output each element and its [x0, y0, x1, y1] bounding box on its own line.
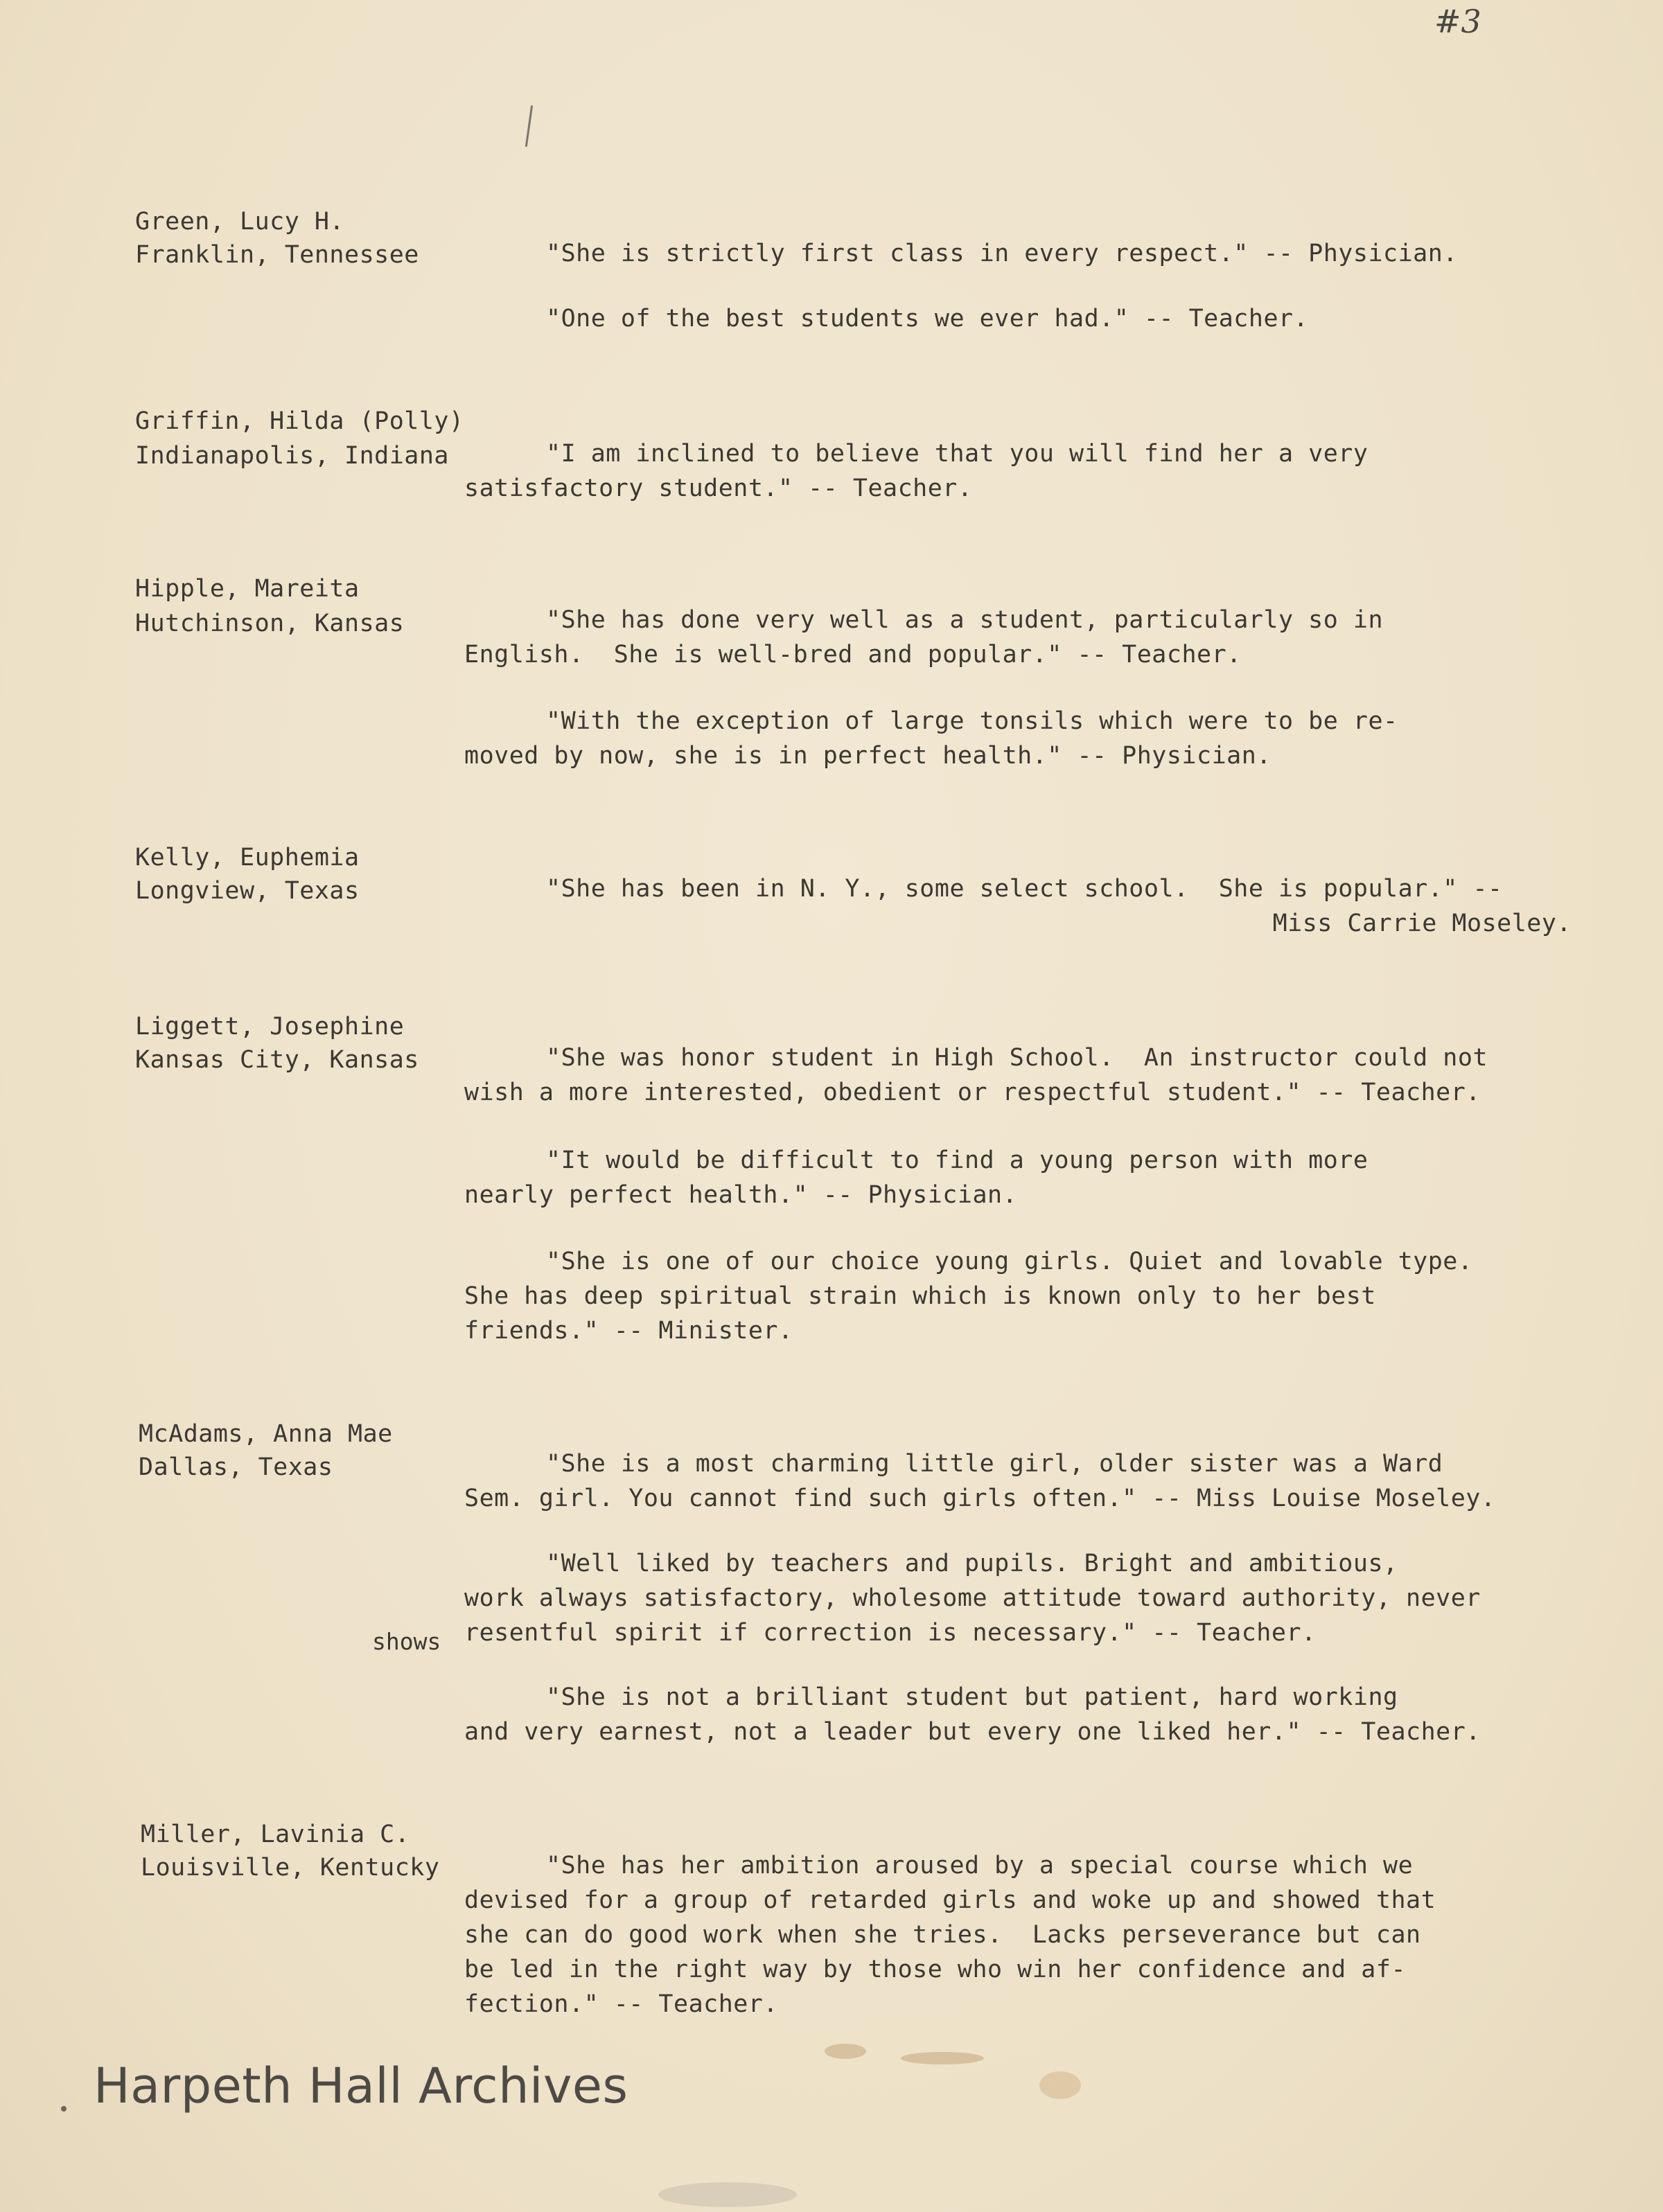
student-name: McAdams, Anna Mae	[139, 1420, 393, 1448]
reference-quote	[464, 603, 1587, 672]
paper-stain	[658, 2182, 797, 2207]
quote-line: "She has done very well as a student, particularly so in	[546, 606, 1384, 634]
student-hometown: Franklin, Tennessee	[135, 241, 419, 269]
quote-line: moved by now, she is in perfect health." -- Physician.	[464, 742, 1272, 770]
quote-line: Miss Carrie Moseley.	[1272, 910, 1572, 937]
quote-line: fection." -- Teacher.	[464, 1990, 779, 2018]
student-name: Liggett, Josephine	[135, 1013, 405, 1041]
quote-line: Sem. girl. You cannot find such girls often." -- Miss Louise Moseley.	[464, 1485, 1496, 1512]
quote-line: she can do good work when she tries. Lacks perseverance but can	[464, 1921, 1421, 1949]
page-number: #3	[1434, 3, 1481, 40]
pencil-mark	[525, 105, 533, 147]
reference-quote	[464, 1041, 1587, 1110]
student-hometown: Hutchinson, Kansas	[135, 610, 405, 637]
margin-insertion-note: shows	[372, 1628, 441, 1655]
reference-quote	[464, 436, 1587, 506]
student-hometown: Dallas, Texas	[139, 1453, 333, 1481]
quote-line: and very earnest, not a leader but every one liked her." -- Teacher.	[464, 1718, 1481, 1746]
quote-line: "She is a most charming little girl, older sister was a Ward	[546, 1450, 1443, 1478]
quote-line: resentful spirit if correction is necessary." -- Teacher.	[464, 1619, 1317, 1647]
quote-line: be led in the right way by those who win her confidence and af-	[464, 1956, 1407, 1983]
student-name: Hipple, Mareita	[135, 575, 360, 603]
quote-line: friends." -- Minister.	[464, 1317, 793, 1345]
quote-line: satisfactory student." -- Teacher.	[464, 475, 973, 502]
reference-quote	[464, 1446, 1587, 1516]
quote-line: "She is one of our choice young girls. Quiet and lovable type.	[546, 1248, 1473, 1275]
reference-quote	[464, 871, 1587, 941]
quote-line: "She is not a brilliant student but patient, hard working	[546, 1683, 1398, 1711]
quote-line: wish a more interested, obedient or respectful student." -- Teacher.	[464, 1079, 1481, 1106]
quote-line: "She has her ambition aroused by a special course which we	[546, 1852, 1414, 1879]
watermark-dot	[61, 2106, 67, 2112]
reference-quote	[464, 1143, 1587, 1212]
reference-quote	[464, 1848, 1587, 2021]
paper-stain	[901, 2052, 984, 2064]
student-name: Miller, Lavinia C.	[141, 1821, 410, 1848]
quote-line: "I am inclined to believe that you will find her a very	[546, 440, 1369, 468]
quote-line: "With the exception of large tonsils which were to be re-	[546, 707, 1398, 735]
reference-quote	[464, 1680, 1587, 1749]
quote-line: "She was honor student in High School. An instructor could not	[546, 1044, 1488, 1072]
archive-watermark: Harpeth Hall Archives	[94, 2058, 628, 2114]
quote-line: "She has been in N. Y., some select school. She is popular." --	[546, 875, 1503, 903]
reference-quote	[464, 301, 1587, 336]
student-hometown: Longview, Texas	[135, 877, 360, 905]
student-name: Kelly, Euphemia	[135, 844, 360, 871]
reference-quote	[464, 236, 1587, 271]
student-hometown: Louisville, Kentucky	[141, 1854, 440, 1882]
quote-line: She has deep spiritual strain which is known only to her best	[464, 1282, 1376, 1310]
quote-line: "Well liked by teachers and pupils. Bright and ambitious,	[546, 1550, 1398, 1577]
student-hometown: Kansas City, Kansas	[135, 1046, 419, 1074]
quote-line: devised for a group of retarded girls and woke up and showed that	[464, 1886, 1436, 1914]
quote-line: nearly perfect health." -- Physician.	[464, 1181, 1018, 1209]
reference-quote	[464, 1546, 1587, 1650]
student-hometown: Indianapolis, Indiana	[135, 442, 450, 470]
paper-stain	[1039, 2071, 1081, 2099]
quote-line: work always satisfactory, wholesome attitude toward authority, never	[464, 1584, 1481, 1612]
reference-quote	[464, 704, 1587, 773]
quote-line: "One of the best students we ever had." -- Teacher.	[546, 305, 1309, 333]
quote-line: English. She is well-bred and popular." -- Teacher.	[464, 641, 1242, 669]
paper-stain	[825, 2044, 866, 2059]
student-name: Griffin, Hilda (Polly)	[135, 407, 464, 435]
reference-quote	[464, 1244, 1587, 1348]
quote-line: "It would be difficult to find a young person with more	[546, 1147, 1369, 1174]
student-name: Green, Lucy H.	[135, 208, 345, 236]
quote-line: "She is strictly first class in every respect." -- Physician.	[546, 240, 1458, 267]
